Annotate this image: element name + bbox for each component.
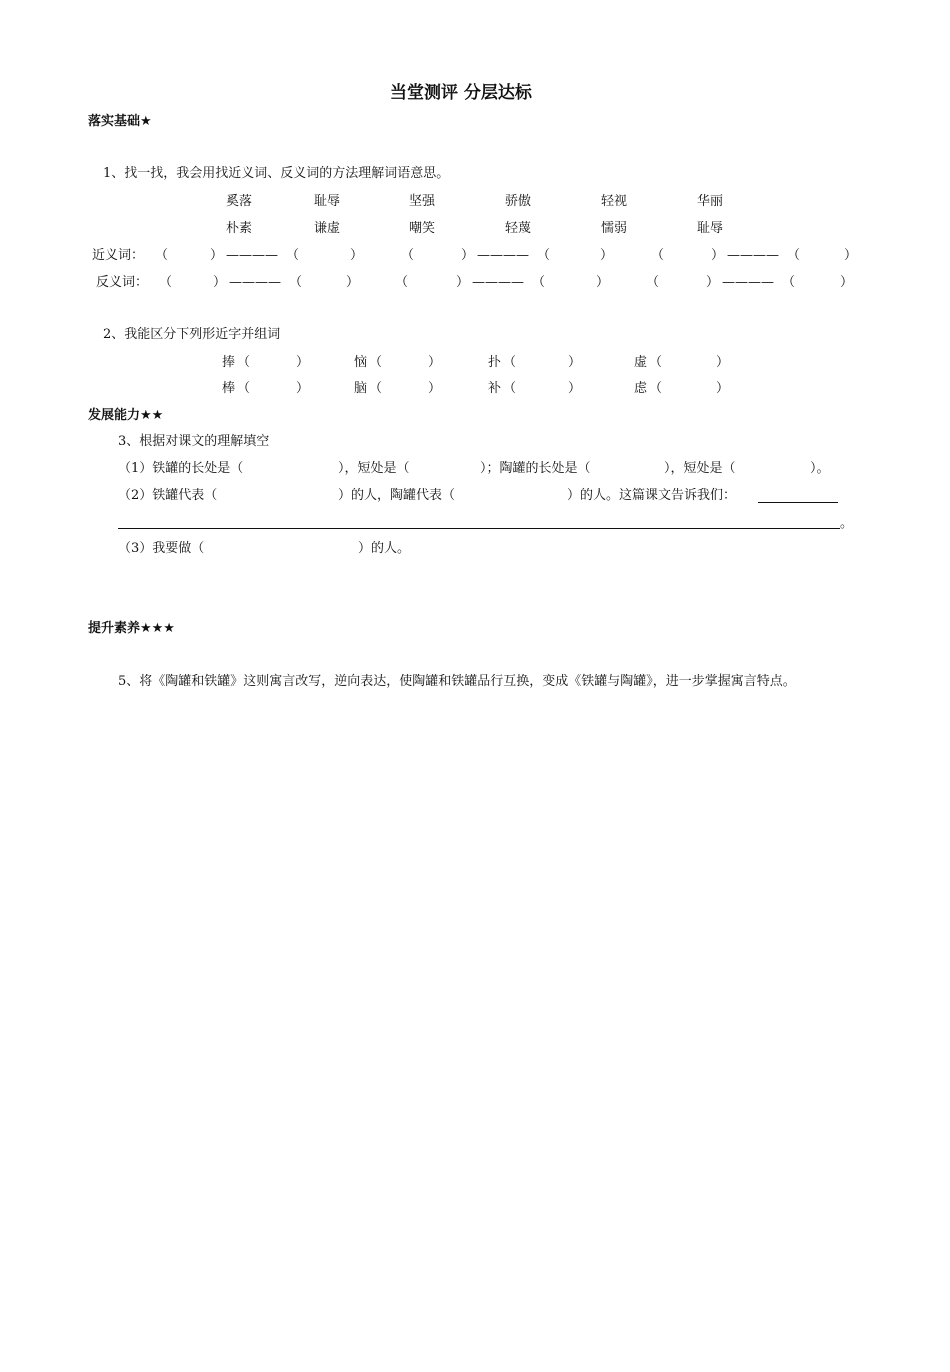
- paren-open: （: [369, 355, 383, 370]
- paren-close: ）: [716, 355, 730, 370]
- q3-text: ）。: [810, 461, 830, 476]
- q3-text: ）；陶罐的长处是（: [480, 461, 591, 476]
- word: 骄傲: [505, 194, 532, 209]
- paren-close: ）: [716, 381, 730, 396]
- q3-text: ），短处是（: [664, 461, 736, 476]
- char: 扑: [488, 355, 502, 370]
- paren-close: ）: [568, 381, 582, 396]
- paren-open: （: [237, 355, 251, 370]
- char: 补: [488, 381, 502, 396]
- q5-prompt: 5、将《陶罐和铁罐》这则寓言改写，逆向表达，使陶罐和铁罐品行互换，变成《铁罐与陶罐》，进一步掌握寓言特点。: [118, 674, 796, 689]
- paren-close: ）: [213, 275, 227, 290]
- paren-close: ）: [346, 275, 360, 290]
- paren-open: （: [159, 275, 173, 290]
- q2-prompt: 2、我能区分下列形近字并组词: [103, 327, 281, 342]
- word: 耻辱: [697, 221, 724, 236]
- paren-open: （: [649, 381, 663, 396]
- paren-close: ）: [706, 275, 720, 290]
- dash: ————: [722, 275, 774, 290]
- char: 虚: [634, 355, 648, 370]
- word: 朴素: [226, 221, 253, 236]
- paren-close: ）: [428, 355, 442, 370]
- paren-close: ）: [296, 355, 310, 370]
- dash: ————: [226, 248, 278, 263]
- q1-prompt: 1、找一找，我会用找近义词、反义词的方法理解词语意思。: [103, 166, 450, 181]
- paren-open: （: [649, 355, 663, 370]
- q3-text: （3）我要做（: [118, 541, 205, 556]
- word: 耻辱: [314, 194, 341, 209]
- paren-open: （: [537, 248, 551, 263]
- q3-text: 。: [840, 516, 854, 531]
- paren-open: （: [646, 275, 660, 290]
- char: 恼: [354, 355, 368, 370]
- answer-line[interactable]: [758, 502, 838, 503]
- section-develop: 发展能力★★: [88, 408, 164, 423]
- q3-text: ）的人，陶罐代表（: [338, 488, 456, 503]
- synonym-label: 近义词：: [92, 248, 145, 263]
- paren-open: （: [289, 275, 303, 290]
- q3-text: （2）铁罐代表（: [118, 488, 218, 503]
- char: 捧: [222, 355, 236, 370]
- dash: ————: [477, 248, 529, 263]
- paren-open: （: [401, 248, 415, 263]
- dash: ————: [472, 275, 524, 290]
- q3-text: （1）铁罐的长处是（: [118, 461, 244, 476]
- word: 轻视: [601, 194, 628, 209]
- paren-open: （: [782, 275, 796, 290]
- paren-open: （: [651, 248, 665, 263]
- answer-line[interactable]: [118, 528, 840, 529]
- antonym-label: 反义词：: [96, 275, 149, 290]
- paren-close: ）: [600, 248, 614, 263]
- paren-open: （: [532, 275, 546, 290]
- q3-text: ）的人。这篇课文告诉我们：: [567, 488, 737, 503]
- q3-text: ）的人。: [358, 541, 411, 556]
- section-basic: 落实基础★: [88, 114, 152, 129]
- word: 华丽: [697, 194, 724, 209]
- paren-open: （: [503, 381, 517, 396]
- dash: ————: [229, 275, 281, 290]
- word: 坚强: [409, 194, 436, 209]
- page-title: 当堂测评 分层达标: [390, 83, 532, 103]
- paren-open: （: [286, 248, 300, 263]
- paren-open: （: [369, 381, 383, 396]
- paren-open: （: [395, 275, 409, 290]
- paren-close: ）: [296, 381, 310, 396]
- char: 脑: [354, 381, 368, 396]
- paren-close: ）: [350, 248, 364, 263]
- char: 棒: [222, 381, 236, 396]
- paren-open: （: [155, 248, 169, 263]
- paren-close: ）: [461, 248, 475, 263]
- q3-prompt: 3、根据对课文的理解填空: [118, 434, 270, 449]
- paren-open: （: [787, 248, 801, 263]
- paren-close: ）: [596, 275, 610, 290]
- paren-close: ）: [840, 275, 854, 290]
- paren-close: ）: [210, 248, 224, 263]
- dash: ————: [727, 248, 779, 263]
- q3-text: ），短处是（: [338, 461, 410, 476]
- paren-close: ）: [568, 355, 582, 370]
- paren-open: （: [237, 381, 251, 396]
- word: 轻蔑: [505, 221, 532, 236]
- word: 奚落: [226, 194, 253, 209]
- paren-close: ）: [428, 381, 442, 396]
- paren-close: ）: [844, 248, 858, 263]
- section-improve: 提升素养★★★: [88, 621, 175, 636]
- word: 懦弱: [601, 221, 628, 236]
- word: 嘲笑: [409, 221, 436, 236]
- paren-close: ）: [711, 248, 725, 263]
- paren-close: ）: [456, 275, 470, 290]
- word: 谦虚: [314, 221, 341, 236]
- paren-open: （: [503, 355, 517, 370]
- char: 虑: [634, 381, 648, 396]
